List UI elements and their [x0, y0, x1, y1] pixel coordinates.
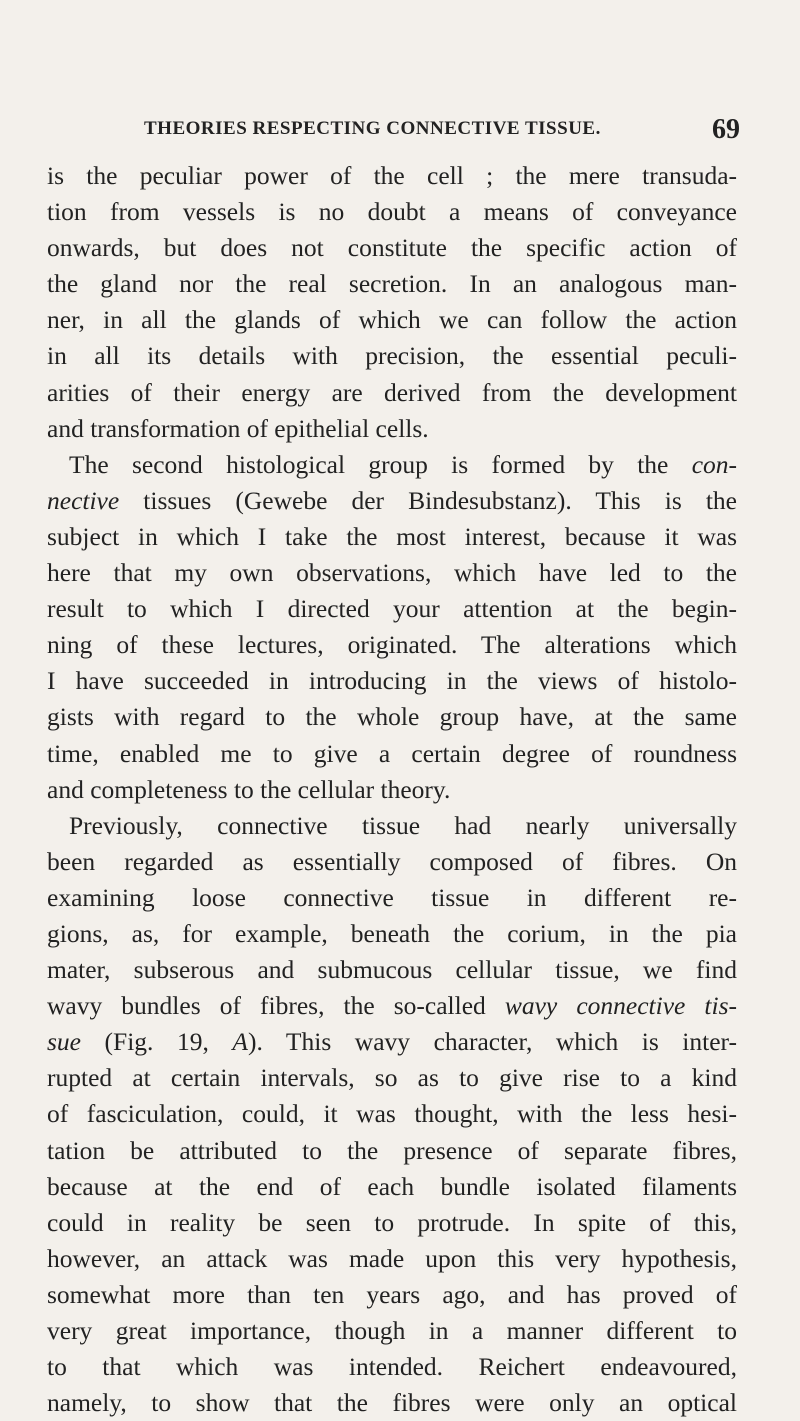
italic-term: sue	[47, 1027, 81, 1057]
text-line: namely, to show that the fibres were only an optical	[47, 1388, 737, 1418]
text-line: arities of their energy are derived from the development	[47, 377, 737, 407]
italic-term: con-	[691, 449, 737, 479]
text-line: to that which was intended. Reichert endeavoured,	[47, 1352, 737, 1382]
text-line	[47, 483, 737, 519]
text-line: the gland nor the real secretion. In an analogous man-	[47, 269, 737, 299]
text-run: The second histological group is formed by the	[69, 449, 692, 479]
text-line: rupted at certain intervals, so as to give rise to a kind	[47, 1063, 737, 1093]
text-line: ner, in all the glands of which we can follow the action	[47, 305, 737, 335]
text-line: and completeness to the cellular theory.	[47, 774, 451, 804]
text-line: been regarded as essentially composed of fibres. On	[47, 846, 737, 876]
text-line: here that my own observations, which have led to the	[47, 558, 737, 588]
text-line	[47, 447, 737, 483]
text-line: mater, subserous and submucous cellular tissue, we find	[47, 955, 737, 985]
body-text	[47, 158, 737, 1421]
text-line: examining loose connective tissue in different re-	[47, 882, 737, 912]
text-line	[47, 988, 737, 1024]
text-line: ning of these lectures, originated. The alterations which	[47, 630, 737, 660]
page-header	[100, 114, 740, 148]
text-line: I have succeeded in introducing in the views of histolo-	[47, 666, 737, 696]
text-line: tation be attributed to the presence of separate fibres,	[47, 1135, 737, 1165]
text-line: Previously, connective tissue had nearly universally	[69, 810, 737, 840]
figure-label: A	[232, 1027, 248, 1057]
text-line: time, enabled me to give a certain degree of roundness	[47, 738, 737, 768]
text-line: gions, as, for example, beneath the corium, in the pia	[47, 918, 737, 948]
text-line: is the peculiar power of the cell ; the mere transuda-	[47, 161, 737, 190]
text-line: tion from vessels is no doubt a means of conveyance	[47, 197, 737, 227]
page-number: 69	[712, 114, 740, 145]
text-line: gists with regard to the whole group have, at the same	[47, 702, 737, 732]
text-line: and transformation of epithelial cells.	[47, 413, 429, 443]
text-line: in all its details with precision, the essential peculi-	[47, 341, 737, 371]
text-run: ). This wavy character, which is inter-	[247, 1027, 737, 1057]
text-line: however, an attack was made upon this very hypothesis,	[47, 1243, 737, 1273]
italic-term: nective	[47, 485, 120, 515]
text-line: because at the end of each bundle isolated filaments	[47, 1171, 737, 1201]
text-run: wavy bundles of fibres, the so-called	[47, 991, 505, 1021]
text-line: could in reality be seen to protrude. In spite of this,	[47, 1207, 737, 1237]
running-title: THEORIES RESPECTING CONNECTIVE TISSUE.	[144, 118, 601, 139]
text-line	[47, 1024, 737, 1060]
italic-term: wavy connective tis-	[504, 991, 737, 1021]
text-line: somewhat more than ten years ago, and has proved of	[47, 1279, 737, 1309]
text-run: tissues (Gewebe der Bindesubstanz). This is the	[119, 485, 737, 515]
text-line: onwards, but does not constitute the specific action of	[47, 233, 737, 263]
text-line: very great importance, though in a manner different to	[47, 1316, 737, 1345]
text-run: (Fig. 19,	[81, 1027, 233, 1057]
text-line: of fasciculation, could, it was thought, with the less hesi-	[47, 1099, 737, 1129]
text-line: result to which I directed your attention at the begin-	[47, 594, 737, 624]
text-line: subject in which I take the most interest, because it was	[47, 521, 737, 551]
